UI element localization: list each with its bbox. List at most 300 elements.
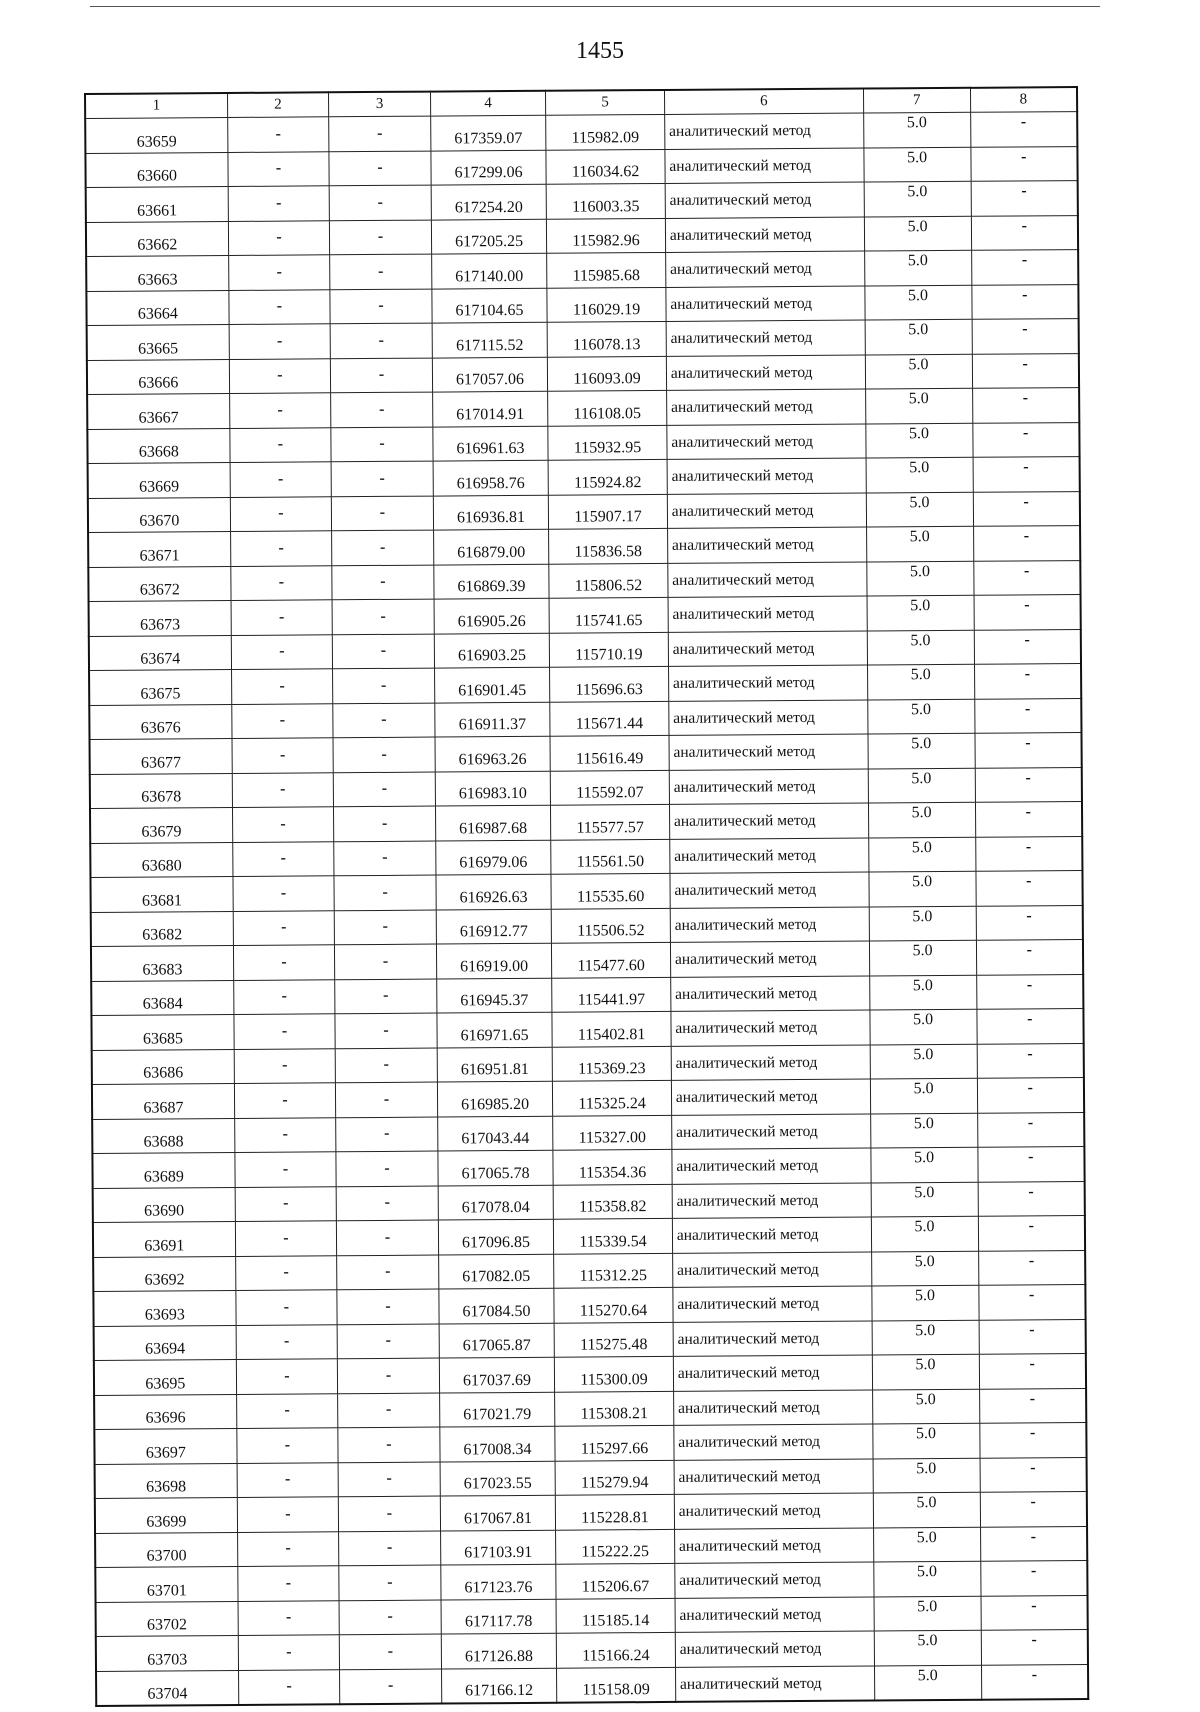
table-body (85, 112, 1088, 1706)
col8-cell: - (976, 974, 1083, 1009)
point-number-cell: 63696 (94, 1394, 236, 1429)
point-number-cell: 63687 (92, 1083, 234, 1118)
col8-cell: - (975, 767, 1082, 802)
point-number-cell: 63664 (86, 290, 228, 325)
col3-cell: - (332, 599, 434, 634)
point-number-cell: 63678 (90, 773, 232, 808)
col3-cell: - (336, 1117, 438, 1152)
col2-cell: - (231, 600, 333, 635)
accuracy-cell: 5.0 (868, 837, 975, 872)
point-number-cell: 63701 (95, 1566, 237, 1601)
y-coordinate-cell: 115696.63 (550, 666, 669, 701)
scan-top-edge-line (90, 6, 1100, 7)
point-number-cell: 63674 (89, 635, 231, 670)
x-coordinate-cell: 616961.63 (433, 426, 549, 461)
point-number-cell: 63677 (90, 738, 232, 773)
method-cell: аналитический метод (675, 1562, 874, 1598)
col2-cell: - (230, 462, 332, 497)
x-coordinate-cell: 616979.06 (435, 840, 551, 875)
accuracy-cell: 5.0 (868, 733, 975, 768)
y-coordinate-cell: 115982.96 (547, 218, 666, 253)
col2-cell: - (231, 669, 333, 704)
point-number-cell: 63667 (87, 393, 229, 428)
table-row (96, 1664, 1088, 1706)
method-cell: аналитический метод (675, 1666, 874, 1702)
point-number-cell: 63689 (92, 1152, 234, 1187)
col8-cell: - (974, 595, 1081, 630)
y-coordinate-cell: 115561.50 (551, 839, 670, 874)
accuracy-cell: 5.0 (867, 664, 974, 699)
method-cell: аналитический метод (666, 389, 865, 425)
accuracy-cell: 5.0 (869, 906, 976, 941)
col8-cell: - (971, 250, 1078, 285)
col2-cell: - (234, 1083, 336, 1118)
x-coordinate-cell: 617037.69 (439, 1357, 555, 1392)
col3-cell: - (337, 1255, 439, 1290)
accuracy-cell: 5.0 (871, 1147, 978, 1182)
point-number-cell: 63681 (90, 876, 232, 911)
x-coordinate-cell: 617104.65 (432, 288, 548, 323)
col8-cell: - (979, 1354, 1086, 1389)
col3-cell: - (340, 1669, 442, 1705)
col2-cell: - (232, 807, 334, 842)
y-coordinate-cell: 115279.94 (555, 1460, 674, 1495)
col8-cell: - (979, 1423, 1086, 1458)
point-number-cell: 63695 (94, 1359, 236, 1394)
y-coordinate-cell: 115506.52 (551, 908, 670, 943)
col2-cell: - (230, 427, 332, 462)
point-number-cell: 63673 (89, 600, 231, 635)
col2-cell: - (232, 738, 334, 773)
x-coordinate-cell: 616963.26 (435, 736, 551, 771)
col3-cell: - (333, 703, 435, 738)
accuracy-cell: 5.0 (868, 802, 975, 837)
method-cell: аналитический метод (672, 1183, 871, 1219)
column-header-8: 8 (970, 87, 1077, 112)
col2-cell: - (238, 1635, 340, 1670)
col3-cell: - (337, 1324, 439, 1359)
col3-cell: - (334, 875, 436, 910)
x-coordinate-cell: 616869.39 (434, 564, 550, 599)
point-number-cell: 63659 (85, 117, 227, 152)
y-coordinate-cell: 115222.25 (556, 1529, 675, 1564)
col8-cell: - (974, 629, 1081, 664)
col8-cell: - (979, 1388, 1086, 1423)
x-coordinate-cell: 617084.50 (439, 1288, 555, 1323)
col8-cell: - (970, 112, 1077, 147)
col8-cell: - (976, 905, 1083, 940)
col3-cell: - (334, 841, 436, 876)
col2-cell: - (237, 1531, 339, 1566)
col2-cell: - (238, 1600, 340, 1635)
x-coordinate-cell: 616879.00 (433, 529, 549, 564)
col3-cell: - (331, 461, 433, 496)
x-coordinate-cell: 616919.00 (436, 943, 552, 978)
method-cell: аналитический метод (667, 458, 866, 494)
point-number-cell: 63671 (88, 531, 230, 566)
accuracy-cell: 5.0 (871, 1216, 978, 1251)
point-number-cell: 63661 (86, 186, 228, 221)
x-coordinate-cell: 616911.37 (435, 702, 551, 737)
col8-cell: - (977, 1078, 1084, 1113)
col3-cell: - (339, 1634, 441, 1669)
col3-cell: - (337, 1220, 439, 1255)
point-number-cell: 63665 (87, 324, 229, 359)
method-cell: аналитический метод (665, 182, 864, 218)
y-coordinate-cell: 116034.62 (546, 149, 665, 184)
col3-cell: - (339, 1565, 441, 1600)
col8-cell: - (975, 836, 1082, 871)
col3-cell: - (330, 220, 432, 255)
method-cell: аналитический метод (667, 424, 866, 460)
y-coordinate-cell: 115275.48 (554, 1322, 673, 1357)
col2-cell: - (230, 565, 332, 600)
col3-cell: - (335, 944, 437, 979)
y-coordinate-cell: 115836.58 (549, 528, 668, 563)
y-coordinate-cell: 115358.82 (553, 1184, 672, 1219)
col2-cell: - (234, 1117, 336, 1152)
point-number-cell: 63672 (88, 566, 230, 601)
y-coordinate-cell: 115577.57 (551, 804, 670, 839)
accuracy-cell: 5.0 (865, 319, 972, 354)
column-header-1: 1 (85, 93, 227, 118)
column-header-3: 3 (329, 92, 431, 117)
column-header-4: 4 (430, 91, 546, 116)
x-coordinate-cell: 617043.44 (437, 1116, 553, 1151)
y-coordinate-cell: 115616.49 (550, 735, 669, 770)
point-number-cell: 63684 (91, 980, 233, 1015)
x-coordinate-cell: 616983.10 (435, 771, 551, 806)
accuracy-cell: 5.0 (870, 1113, 977, 1148)
col8-cell: - (972, 319, 1079, 354)
col8-cell: - (976, 1009, 1083, 1044)
y-coordinate-cell: 115441.97 (552, 977, 671, 1012)
col3-cell: - (333, 668, 435, 703)
accuracy-cell: 5.0 (873, 1527, 980, 1562)
col8-cell: - (976, 940, 1083, 975)
method-cell: аналитический метод (673, 1355, 872, 1391)
col2-cell: - (229, 393, 331, 428)
accuracy-cell: 5.0 (871, 1182, 978, 1217)
col3-cell: - (330, 254, 432, 289)
column-header-7: 7 (863, 88, 970, 113)
col8-cell: - (974, 664, 1081, 699)
method-cell: аналитический метод (671, 1010, 870, 1046)
y-coordinate-cell: 115297.66 (555, 1425, 674, 1460)
col3-cell: - (330, 289, 432, 324)
y-coordinate-cell: 115402.81 (552, 1011, 671, 1046)
method-cell: аналитический метод (674, 1528, 873, 1564)
x-coordinate-cell: 617166.12 (441, 1668, 557, 1704)
col3-cell: - (333, 737, 435, 772)
col3-cell: - (333, 634, 435, 669)
col2-cell: - (229, 358, 331, 393)
point-number-cell: 63694 (94, 1325, 236, 1360)
x-coordinate-cell: 617123.76 (441, 1564, 557, 1599)
col3-cell: - (338, 1427, 440, 1462)
col3-cell: - (339, 1531, 441, 1566)
accuracy-cell: 5.0 (864, 250, 971, 285)
point-number-cell: 63698 (95, 1463, 237, 1498)
col3-cell: - (336, 1186, 438, 1221)
col8-cell: - (978, 1250, 1085, 1285)
col2-cell: - (236, 1290, 338, 1325)
point-number-cell: 63692 (93, 1256, 235, 1291)
point-number-cell: 63686 (92, 1049, 234, 1084)
y-coordinate-cell: 115535.60 (551, 873, 670, 908)
x-coordinate-cell: 617078.04 (438, 1185, 554, 1220)
y-coordinate-cell: 115806.52 (549, 563, 668, 598)
x-coordinate-cell: 617205.25 (431, 219, 547, 254)
x-coordinate-cell: 617065.78 (438, 1150, 554, 1185)
method-cell: аналитический метод (668, 665, 867, 701)
x-coordinate-cell: 617359.07 (430, 115, 546, 150)
point-number-cell: 63660 (85, 152, 227, 187)
column-header-2: 2 (227, 92, 329, 117)
y-coordinate-cell: 115985.68 (547, 252, 666, 287)
col2-cell: - (233, 910, 335, 945)
x-coordinate-cell: 617254.20 (431, 184, 547, 219)
point-number-cell: 63697 (94, 1428, 236, 1463)
y-coordinate-cell: 115932.95 (548, 425, 667, 460)
col3-cell: - (331, 392, 433, 427)
accuracy-cell: 5.0 (869, 940, 976, 975)
y-coordinate-cell: 115325.24 (553, 1080, 672, 1115)
point-number-cell: 63704 (96, 1670, 238, 1706)
method-cell: аналитический метод (670, 838, 869, 874)
x-coordinate-cell: 616985.20 (437, 1081, 553, 1116)
col3-cell: - (333, 772, 435, 807)
col8-cell: - (977, 1112, 1084, 1147)
point-number-cell: 63662 (86, 221, 228, 256)
accuracy-cell: 5.0 (866, 457, 973, 492)
x-coordinate-cell: 616987.68 (435, 805, 551, 840)
col8-cell: - (972, 422, 1079, 457)
method-cell: аналитический метод (666, 286, 865, 322)
col8-cell: - (973, 526, 1080, 561)
point-number-cell: 63682 (91, 911, 233, 946)
x-coordinate-cell: 617299.06 (431, 150, 547, 185)
column-header-5: 5 (546, 90, 665, 115)
y-coordinate-cell: 116108.05 (548, 390, 667, 425)
x-coordinate-cell: 617057.06 (432, 357, 548, 392)
col8-cell: - (976, 871, 1083, 906)
y-coordinate-cell: 116029.19 (547, 287, 666, 322)
point-number-cell: 63676 (89, 704, 231, 739)
accuracy-cell: 5.0 (867, 595, 974, 630)
x-coordinate-cell: 616958.76 (433, 460, 549, 495)
point-number-cell: 63685 (91, 1014, 233, 1049)
col8-cell: - (980, 1561, 1087, 1596)
col2-cell: - (235, 1255, 337, 1290)
col3-cell: - (331, 427, 433, 462)
y-coordinate-cell: 115327.00 (553, 1115, 672, 1150)
col8-cell: - (971, 181, 1078, 216)
col8-cell: - (972, 388, 1079, 423)
col2-cell: - (233, 876, 335, 911)
col3-cell: - (329, 185, 431, 220)
method-cell: аналитический метод (665, 113, 864, 149)
method-cell: аналитический метод (665, 148, 864, 184)
y-coordinate-cell: 115671.44 (550, 701, 669, 736)
col2-cell: - (230, 531, 332, 566)
col8-cell: - (981, 1630, 1088, 1665)
point-number-cell: 63680 (90, 842, 232, 877)
col8-cell: - (981, 1664, 1088, 1700)
point-number-cell: 63690 (93, 1187, 235, 1222)
point-number-cell: 63666 (87, 359, 229, 394)
accuracy-cell: 5.0 (873, 1458, 980, 1493)
x-coordinate-cell: 617065.87 (439, 1323, 555, 1358)
method-cell: аналитический метод (669, 803, 868, 839)
accuracy-cell: 5.0 (866, 492, 973, 527)
col2-cell: - (230, 496, 332, 531)
col2-cell: - (228, 186, 330, 221)
col2-cell: - (237, 1497, 339, 1532)
method-cell: аналитический метод (665, 217, 864, 253)
col2-cell: - (235, 1221, 337, 1256)
col8-cell: - (981, 1595, 1088, 1630)
accuracy-cell: 5.0 (865, 285, 972, 320)
x-coordinate-cell: 616905.26 (434, 598, 550, 633)
x-coordinate-cell: 617021.79 (439, 1392, 555, 1427)
col2-cell: - (228, 220, 330, 255)
point-number-cell: 63703 (96, 1635, 238, 1670)
col2-cell: - (234, 1014, 336, 1049)
method-cell: аналитический метод (672, 1148, 871, 1184)
col2-cell: - (237, 1566, 339, 1601)
y-coordinate-cell: 115907.17 (549, 494, 668, 529)
accuracy-cell: 5.0 (868, 768, 975, 803)
point-number-cell: 63700 (95, 1532, 237, 1567)
x-coordinate-cell: 616951.81 (437, 1047, 553, 1082)
col3-cell: - (329, 116, 431, 151)
y-coordinate-cell: 115741.65 (549, 597, 668, 632)
col8-cell: - (974, 698, 1081, 733)
accuracy-cell: 5.0 (874, 1630, 981, 1665)
accuracy-cell: 5.0 (872, 1320, 979, 1355)
method-cell: аналитический метод (670, 941, 869, 977)
page-number: 1455 (576, 38, 624, 64)
method-cell: аналитический метод (671, 976, 870, 1012)
method-cell: аналитический метод (667, 493, 866, 529)
col3-cell: - (338, 1358, 440, 1393)
col2-cell: - (228, 255, 330, 290)
col2-cell: - (235, 1152, 337, 1187)
x-coordinate-cell: 617023.55 (440, 1461, 556, 1496)
accuracy-cell: 5.0 (864, 216, 971, 251)
method-cell: аналитический метод (674, 1424, 873, 1460)
col8-cell: - (978, 1285, 1085, 1320)
accuracy-cell: 5.0 (872, 1285, 979, 1320)
x-coordinate-cell: 617082.05 (438, 1254, 554, 1289)
col2-cell: - (238, 1669, 340, 1705)
col8-cell: - (978, 1216, 1085, 1251)
point-number-cell: 63688 (92, 1118, 234, 1153)
x-coordinate-cell: 617008.34 (440, 1426, 556, 1461)
point-number-cell: 63675 (89, 669, 231, 704)
accuracy-cell: 5.0 (874, 1665, 981, 1701)
accuracy-cell: 5.0 (872, 1423, 979, 1458)
col2-cell: - (231, 703, 333, 738)
point-number-cell: 63663 (86, 255, 228, 290)
y-coordinate-cell: 116003.35 (546, 183, 665, 218)
column-header-6: 6 (664, 89, 863, 115)
col2-cell: - (234, 1048, 336, 1083)
accuracy-cell: 5.0 (864, 147, 971, 182)
method-cell: аналитический метод (671, 1045, 870, 1081)
method-cell: аналитический метод (665, 251, 864, 287)
col3-cell: - (335, 979, 437, 1014)
col2-cell: - (233, 945, 335, 980)
col2-cell: - (231, 634, 333, 669)
method-cell: аналитический метод (666, 355, 865, 391)
col2-cell: - (236, 1428, 338, 1463)
col8-cell: - (977, 1043, 1084, 1078)
col3-cell: - (330, 323, 432, 358)
method-cell: аналитический метод (670, 872, 869, 908)
method-cell: аналитический метод (671, 1079, 870, 1115)
y-coordinate-cell: 115369.23 (552, 1046, 671, 1081)
accuracy-cell: 5.0 (864, 181, 971, 216)
accuracy-cell: 5.0 (873, 1492, 980, 1527)
accuracy-cell: 5.0 (869, 975, 976, 1010)
col8-cell: - (972, 353, 1079, 388)
method-cell: аналитический метод (668, 631, 867, 667)
col8-cell: - (980, 1457, 1087, 1492)
method-cell: аналитический метод (668, 596, 867, 632)
y-coordinate-cell: 115228.81 (556, 1494, 675, 1529)
accuracy-cell: 5.0 (870, 1078, 977, 1113)
point-number-cell: 63669 (88, 462, 230, 497)
y-coordinate-cell: 115982.09 (546, 114, 665, 149)
y-coordinate-cell: 115710.19 (549, 632, 668, 667)
method-cell: аналитический метод (673, 1390, 872, 1426)
x-coordinate-cell: 616901.45 (434, 667, 550, 702)
col8-cell: - (973, 560, 1080, 595)
method-cell: аналитический метод (671, 1114, 870, 1150)
col8-cell: - (980, 1492, 1087, 1527)
col3-cell: - (339, 1600, 441, 1635)
y-coordinate-cell: 115354.36 (553, 1149, 672, 1184)
method-cell: аналитический метод (675, 1597, 874, 1633)
col8-cell: - (971, 215, 1078, 250)
x-coordinate-cell: 617067.81 (440, 1495, 556, 1530)
col3-cell: - (332, 496, 434, 531)
col2-cell: - (233, 979, 335, 1014)
method-cell: аналитический метод (674, 1459, 873, 1495)
col3-cell: - (337, 1289, 439, 1324)
point-number-cell: 63699 (95, 1497, 237, 1532)
y-coordinate-cell: 115270.64 (554, 1287, 673, 1322)
point-number-cell: 63691 (93, 1221, 235, 1256)
x-coordinate-cell: 617103.91 (440, 1530, 556, 1565)
accuracy-cell: 5.0 (874, 1596, 981, 1631)
x-coordinate-cell: 617117.78 (441, 1599, 557, 1634)
col2-cell: - (236, 1393, 338, 1428)
y-coordinate-cell: 115477.60 (552, 942, 671, 977)
y-coordinate-cell: 115300.09 (555, 1356, 674, 1391)
x-coordinate-cell: 616926.63 (436, 874, 552, 909)
y-coordinate-cell: 116093.09 (548, 356, 667, 391)
col8-cell: - (973, 491, 1080, 526)
y-coordinate-cell: 115312.25 (554, 1253, 673, 1288)
x-coordinate-cell: 617096.85 (438, 1219, 554, 1254)
y-coordinate-cell: 115339.54 (554, 1218, 673, 1253)
x-coordinate-cell: 616903.25 (434, 633, 550, 668)
col8-cell: - (979, 1319, 1086, 1354)
col8-cell: - (970, 146, 1077, 181)
